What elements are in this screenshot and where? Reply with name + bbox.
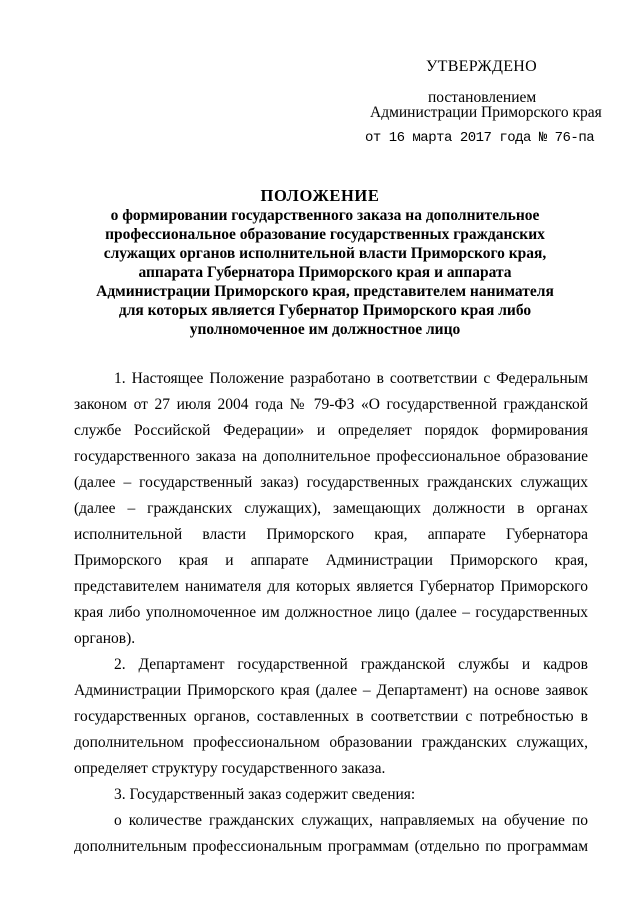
document-title: ПОЛОЖЕНИЕ xyxy=(260,186,380,205)
approval-number: от 16 марта 2017 года № 76-па xyxy=(365,130,595,146)
paragraph-1: 1. Настоящее Положение разработано в соответствии с Федеральным законом от 27 июля 2004 года № 79-ФЗ «О государственной гражданской службе Российской Федерации» и определяет порядок формирования государственного заказа на дополнительное профессиональное образование (далее – государственный заказ) государственных гражданских служащих (далее – гражданских служащих), замещающих должности в органах исполнительной власти Приморского края, аппарате Губернатора Приморского края и аппарате Администрации Приморского края, представителем нанимателя для которых является Губернатор Приморского края либо уполномоченное им должностное лицо (далее – государственных органов). xyxy=(74,370,588,647)
document-body xyxy=(74,366,588,860)
paragraph-4: о количестве гражданских служащих, направляемых на обучение по дополнительным профессиональным программам (отдельно по программам xyxy=(74,812,588,855)
approval-by: постановлением xyxy=(428,89,537,106)
paragraph-2: 2. Департамент государственной гражданской службы и кадров Администрации Приморского края (далее – Департамент) на основе заявок государственных органов, составленных в соответствии с потребностью в дополнительном профессиональном образовании гражданских служащих, определяет структуру государственного заказа. xyxy=(74,656,588,777)
paragraph-3: 3. Государственный заказ содержит сведения: xyxy=(114,786,416,803)
approval-title: УТВЕРЖДЕНО xyxy=(426,58,538,75)
approval-admin: Администрации Приморского края xyxy=(370,104,602,121)
document-subtitle: о формировании государственного заказа на дополнительное профессиональное образование государственных гражданских служащих органов исполнительной власти Приморского края, аппарата Губернатора Приморского края и аппарата Администрации Приморского края, представителем нанимателя для которых является Губернатор Приморского края либо уполномоченное им должностное лицо xyxy=(96,207,554,338)
